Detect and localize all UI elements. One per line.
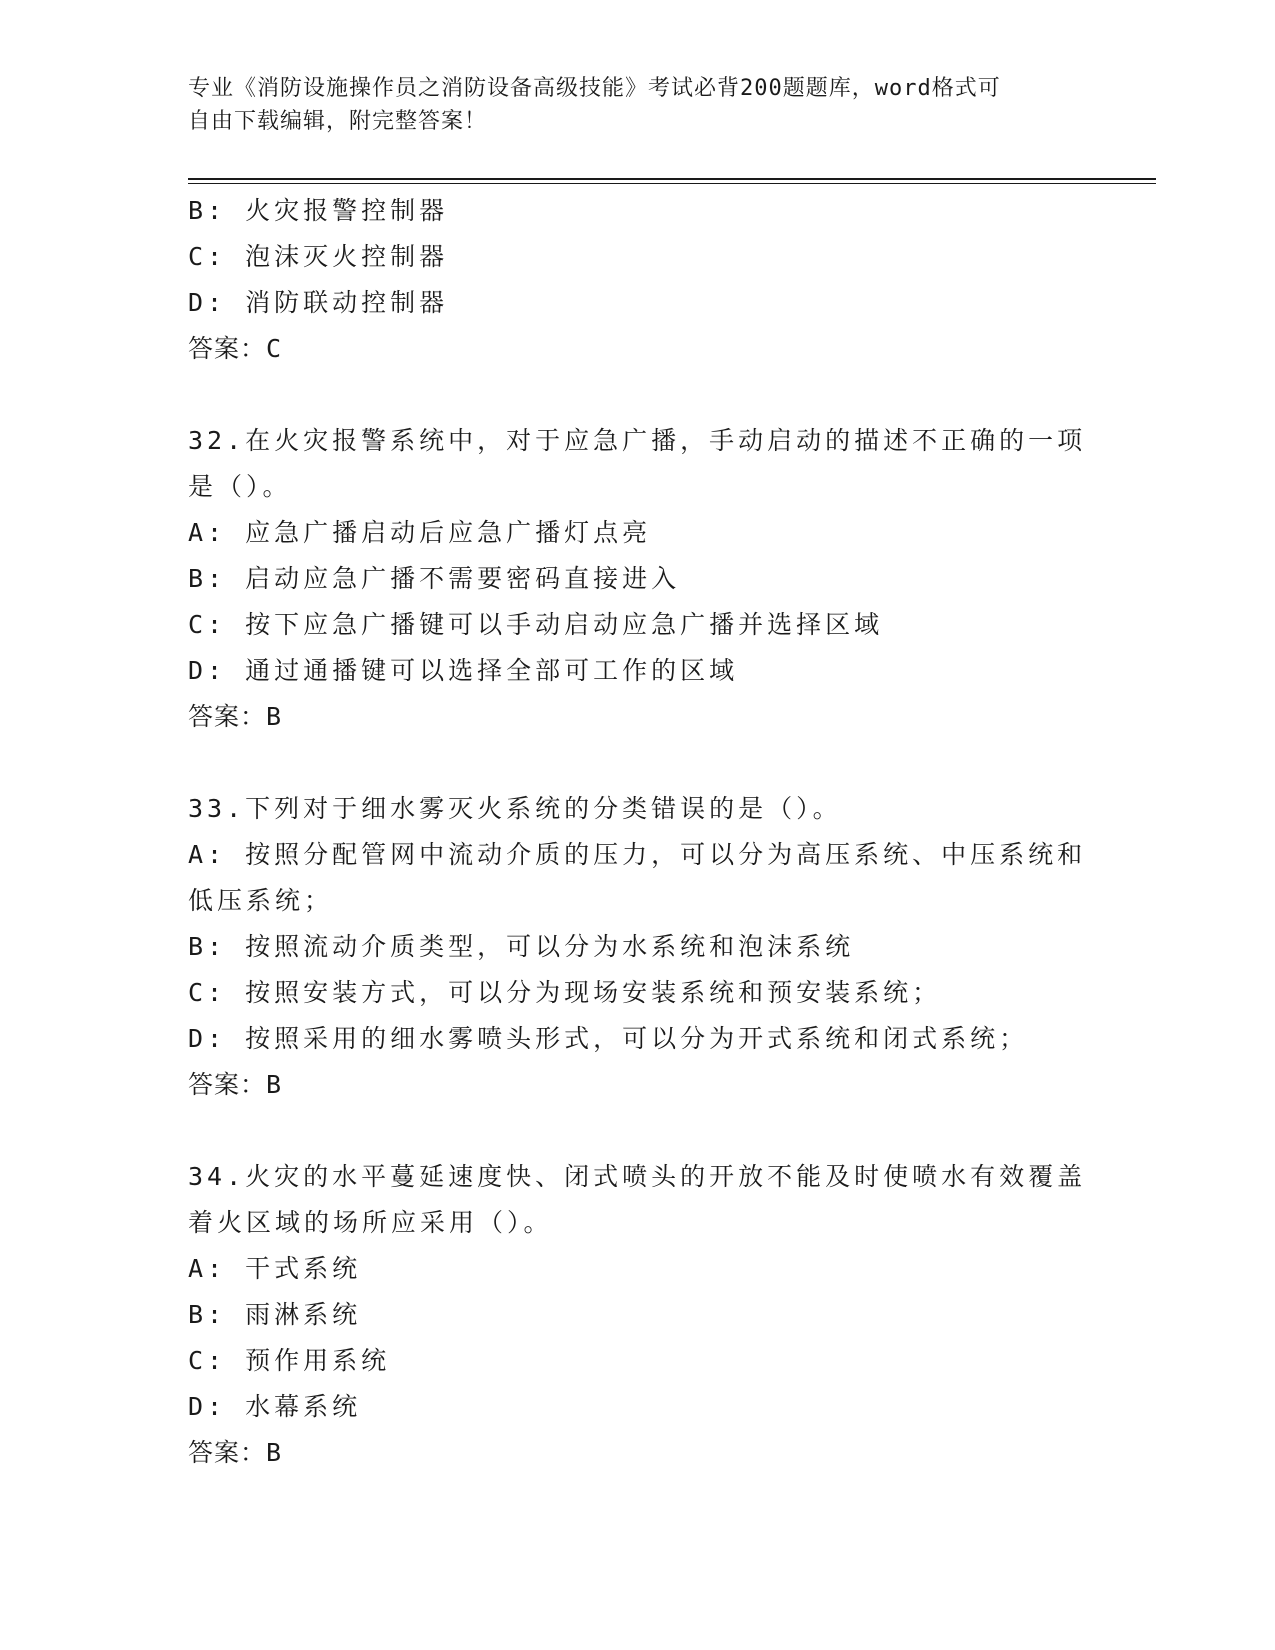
answer: 答案：B <box>188 1070 283 1099</box>
answer: 答案：B <box>188 1438 283 1467</box>
header-divider-thin <box>188 183 1156 184</box>
question-stem-cont: 是（）。 <box>188 472 292 501</box>
question-stem: 32.在火灾报警系统中，对于应急广播，手动启动的描述不正确的一项 <box>188 426 1087 455</box>
option-d: D: 通过通播键可以选择全部可工作的区域 <box>188 656 739 685</box>
option-c: C: 预作用系统 <box>188 1346 391 1375</box>
option-b: B: 按照流动介质类型，可以分为水系统和泡沫系统 <box>188 932 855 961</box>
spacer <box>188 372 1088 418</box>
question-stem-cont: 着火区域的场所应采用（）。 <box>188 1208 553 1237</box>
answer: 答案：B <box>188 702 283 731</box>
option-a-cont: 低压系统； <box>188 886 334 915</box>
option-d: D: 消防联动控制器 <box>188 288 449 317</box>
option-a: A: 应急广播启动后应急广播灯点亮 <box>188 518 652 547</box>
header-line-1: 专业《消防设施操作员之消防设备高级技能》考试必背200题题库，word格式可 <box>188 76 1001 101</box>
question-32 <box>188 418 1088 740</box>
option-b: B: 启动应急广播不需要密码直接进入 <box>188 564 681 593</box>
question-34 <box>188 1154 1088 1476</box>
document-header <box>188 72 1068 138</box>
option-a: A: 按照分配管网中流动介质的压力，可以分为高压系统、中压系统和 <box>188 840 1087 869</box>
option-d: D: 按照采用的细水雾喷头形式，可以分为开式系统和闭式系统； <box>188 1024 1029 1053</box>
spacer <box>188 1108 1088 1154</box>
option-c: C: 泡沫灭火控制器 <box>188 242 449 271</box>
answer: 答案：C <box>188 334 283 363</box>
option-b: B: 火灾报警控制器 <box>188 196 449 225</box>
option-a: A: 干式系统 <box>188 1254 362 1283</box>
question-stem: 34.火灾的水平蔓延速度快、闭式喷头的开放不能及时使喷水有效覆盖 <box>188 1162 1087 1191</box>
option-c: C: 按下应急广播键可以手动启动应急广播并选择区域 <box>188 610 884 639</box>
question-list <box>188 188 1088 1476</box>
spacer <box>188 740 1088 786</box>
question-31-tail <box>188 188 1088 372</box>
option-b: B: 雨淋系统 <box>188 1300 362 1329</box>
option-d: D: 水幕系统 <box>188 1392 362 1421</box>
option-c: C: 按照安装方式，可以分为现场安装系统和预安装系统； <box>188 978 942 1007</box>
question-33 <box>188 786 1088 1108</box>
question-stem: 33.下列对于细水雾灭火系统的分类错误的是（）。 <box>188 794 842 823</box>
header-divider-thick <box>188 178 1156 180</box>
header-line-2: 自由下载编辑，附完整答案！ <box>188 109 488 134</box>
